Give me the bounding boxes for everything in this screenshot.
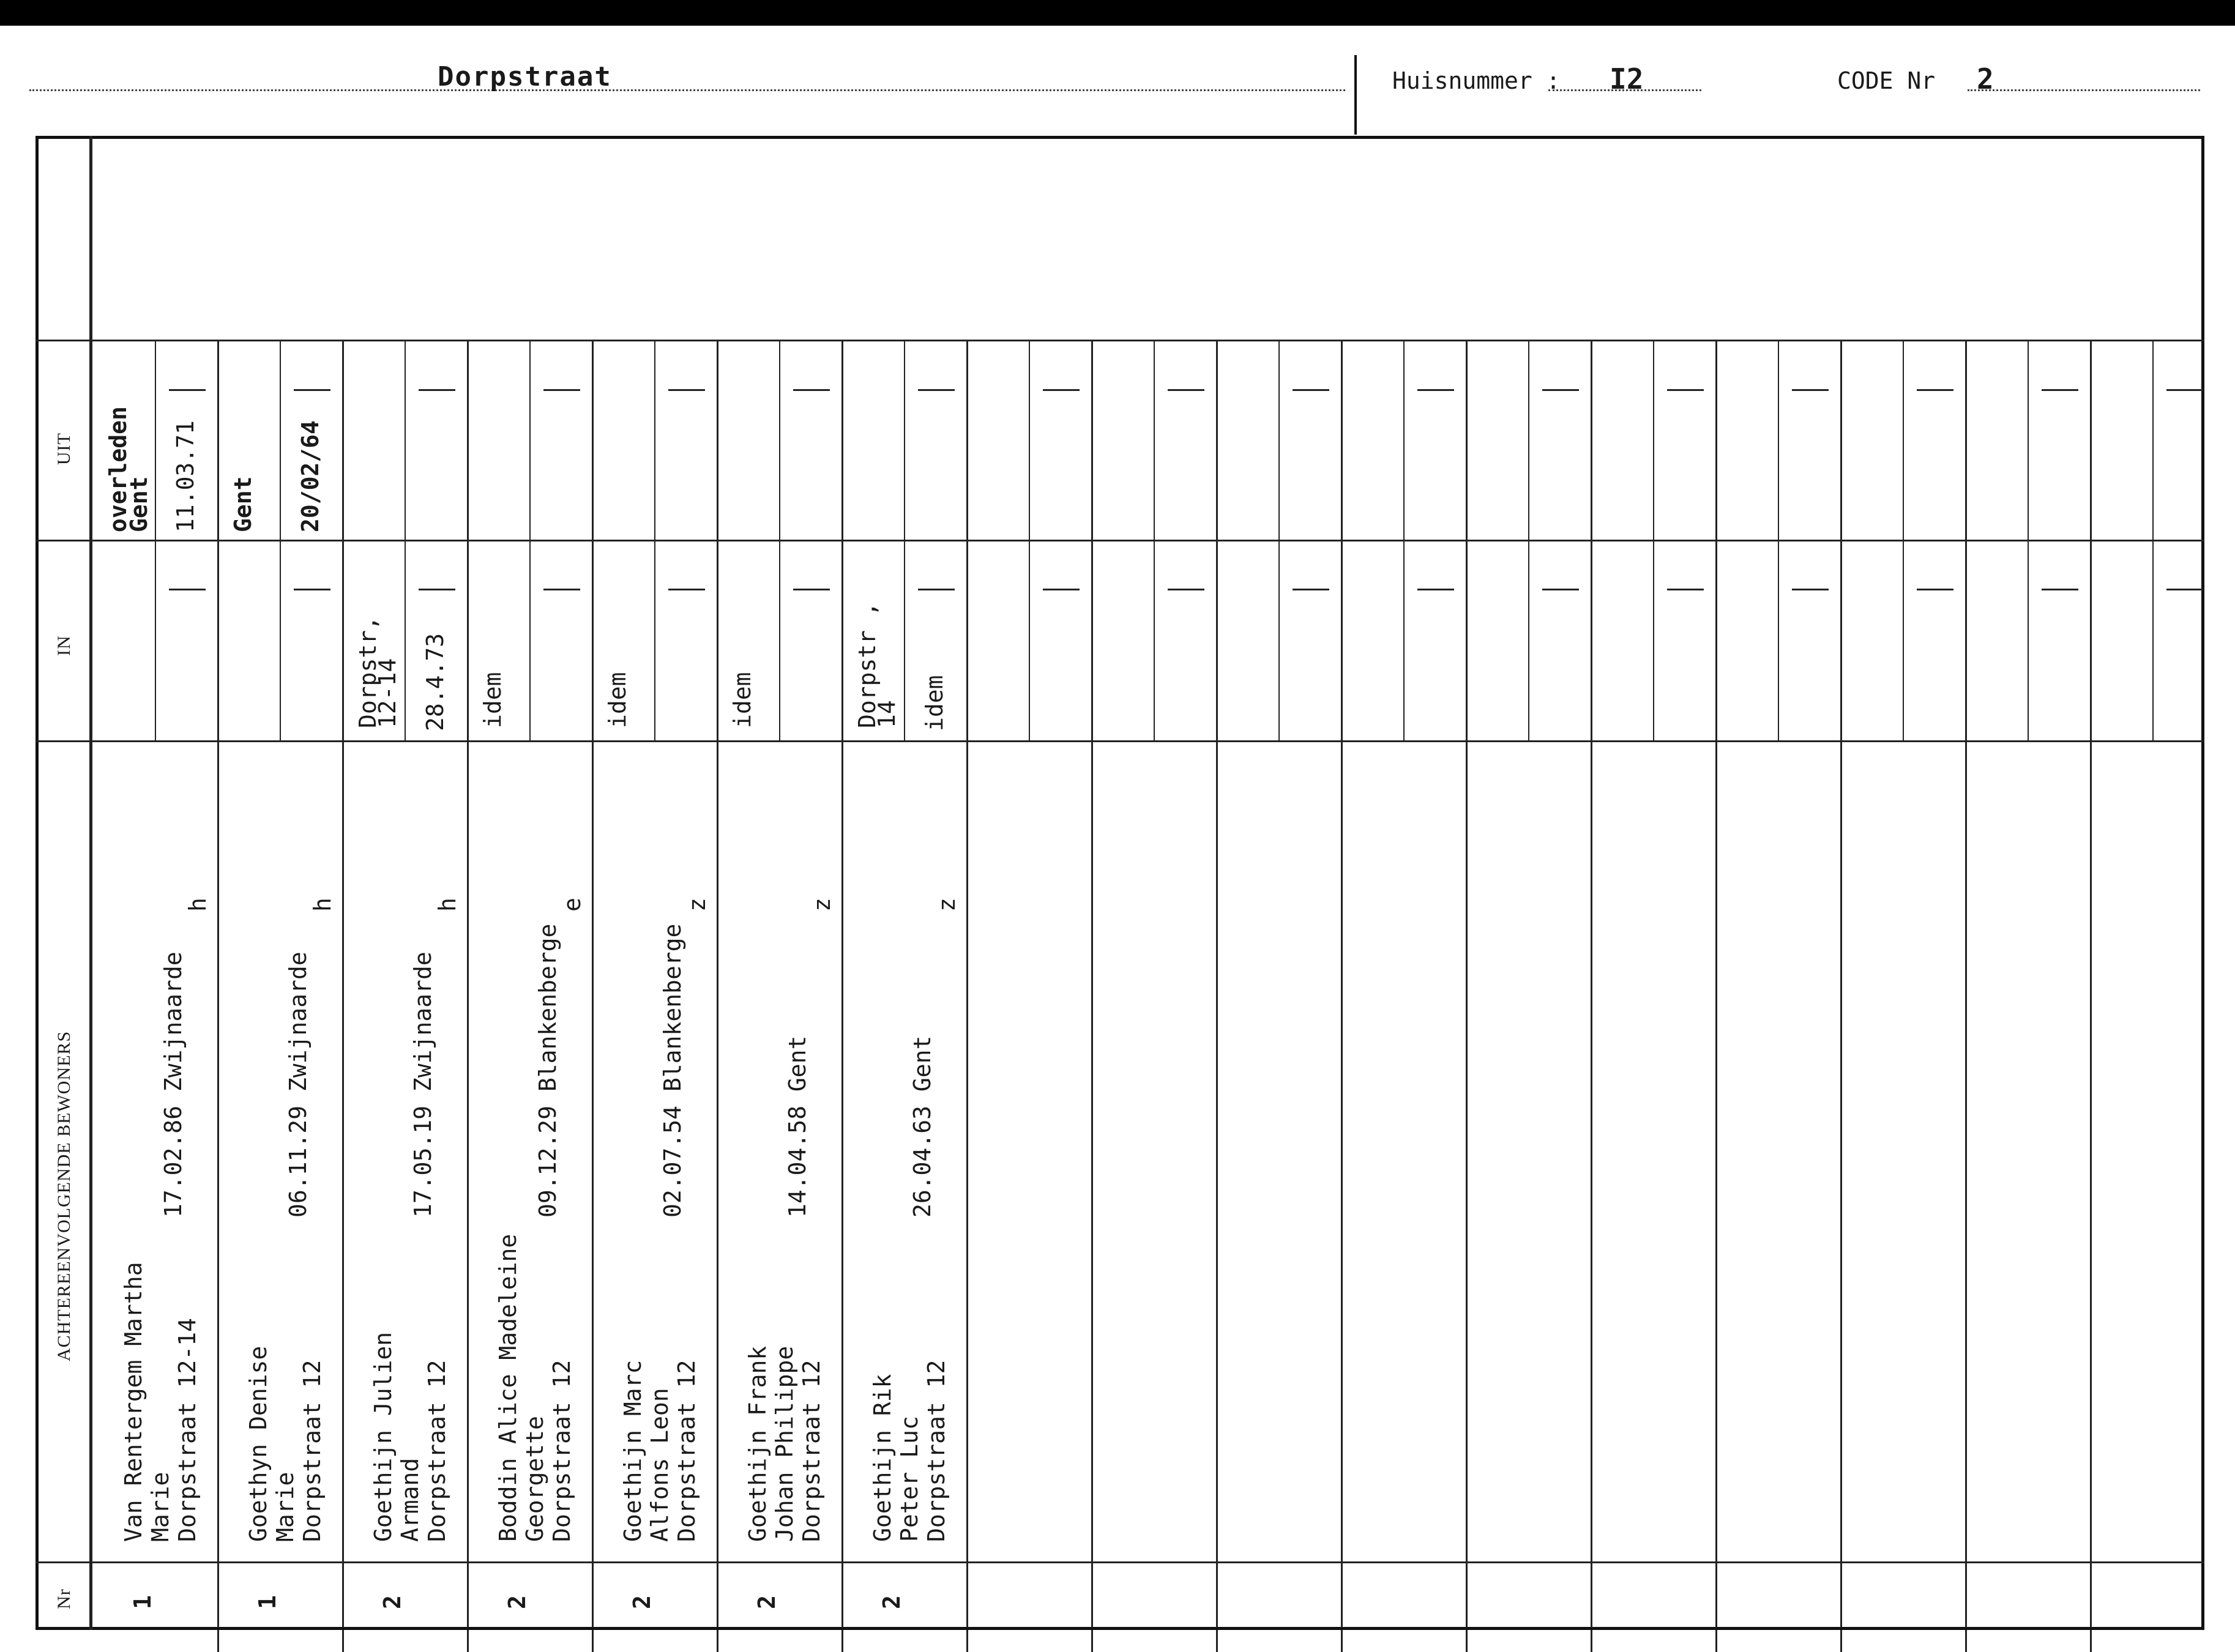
empty-dash [1667, 389, 1704, 391]
row-divider [592, 340, 594, 1628]
entry-name-line: Van Rentergem Martha [120, 1262, 147, 1542]
bewoners-column-label: ACHTEREENVOLGENDE BEWONERS [54, 1030, 74, 1361]
empty-dash [2166, 589, 2203, 590]
divider-nr-top [35, 1561, 2204, 1563]
half-row-divider [1154, 340, 1155, 740]
entry-name-line: Dorpstraat 12-14 [174, 1317, 201, 1542]
entry-number: 2 [753, 1595, 780, 1609]
bottom-tick [467, 1630, 469, 1652]
entry-name-line: Marie [147, 1472, 174, 1542]
entry-marker: z [808, 898, 835, 912]
in-column-label: IN [54, 635, 74, 656]
row-divider [1591, 340, 1592, 1628]
entry-in-text: 28.4.73 [422, 633, 449, 731]
entry-in-text: Dorpstr, [354, 616, 381, 728]
street-name: Dorpstraat [438, 61, 612, 92]
empty-dash [668, 589, 705, 590]
half-row-divider [155, 340, 156, 740]
entry-birth-date-place: 09.12.29 Blankenberge [534, 923, 561, 1218]
code-value: 2 [1977, 62, 1994, 95]
half-row-divider [1653, 340, 1654, 740]
half-row-divider [280, 340, 281, 740]
code-dotted-line [1968, 89, 2200, 91]
empty-dash [294, 589, 330, 590]
row-divider [1840, 340, 1842, 1628]
divider-in-top [35, 540, 2204, 541]
huisnummer-label: Huisnummer : [1392, 67, 1561, 94]
entry-name-line: Goethijn Rik [869, 1374, 896, 1542]
divider-bewoners-top [35, 740, 2204, 742]
bottom-tick [1341, 1630, 1343, 1652]
empty-dash [918, 589, 955, 590]
entry-birth-date-place: 02.07.54 Blankenberge [659, 923, 686, 1218]
empty-dash [419, 589, 455, 590]
entry-birth-date-place: 06.11.29 Zwijnaarde [285, 951, 312, 1218]
empty-dash [294, 389, 330, 391]
empty-dash [169, 589, 206, 590]
half-row-divider [2028, 340, 2029, 740]
row-divider [1341, 340, 1343, 1628]
half-row-divider [654, 340, 655, 740]
entry-number: 2 [629, 1595, 655, 1609]
entry-in-text: 14 [873, 700, 900, 728]
bottom-tick [1091, 1630, 1093, 1652]
half-row-divider [405, 340, 406, 740]
bottom-tick [342, 1630, 344, 1652]
entry-marker: z [684, 898, 711, 912]
header-separator [1354, 55, 1357, 135]
bottom-tick [1840, 1630, 1842, 1652]
empty-dash [1043, 589, 1080, 590]
entry-in-text: idem [479, 672, 506, 728]
huisnummer-value: I2 [1610, 62, 1644, 95]
bottom-tick [1715, 1630, 1717, 1652]
empty-dash [1168, 589, 1204, 590]
half-row-divider [529, 340, 531, 740]
divider-uit-top [35, 340, 2204, 341]
entry-name-line: Goethyn Denise [245, 1345, 272, 1542]
street-dotted-line [29, 89, 1345, 91]
row-divider [966, 340, 968, 1628]
empty-dash [1542, 589, 1579, 590]
bottom-tick [1216, 1630, 1218, 1652]
bottom-tick [717, 1630, 718, 1652]
entry-number: 1 [129, 1595, 156, 1609]
empty-dash [793, 389, 830, 391]
row-divider [1965, 340, 1967, 1628]
empty-dash [1917, 389, 1953, 391]
empty-dash [1792, 589, 1829, 590]
entry-name-line: Georgette [521, 1416, 548, 1542]
entry-name-line: Goethijn Julien [370, 1331, 397, 1542]
label-column-divider [89, 136, 92, 1630]
entry-in-text: 12-14 [374, 658, 401, 728]
scan-top-border [0, 0, 2235, 26]
half-row-divider [779, 340, 780, 740]
entry-marker: e [559, 898, 586, 912]
row-divider [217, 340, 219, 1628]
empty-dash [1542, 389, 1579, 391]
entry-uit-text: Gent [125, 476, 152, 532]
half-row-divider [1029, 340, 1030, 740]
entry-uit-text: 20/02/64 [297, 420, 324, 532]
entry-in-text: idem [604, 672, 631, 728]
entry-marker: h [184, 898, 211, 912]
entry-marker: h [434, 898, 461, 912]
empty-dash [419, 389, 455, 391]
row-divider [841, 340, 843, 1628]
entry-in-text: idem [729, 672, 756, 728]
empty-dash [1417, 389, 1454, 391]
entry-name-line: Dorpstraat 12 [423, 1360, 450, 1542]
code-label: CODE Nr [1837, 67, 1936, 94]
row-divider [1466, 340, 1468, 1628]
row-divider [1091, 340, 1093, 1628]
entry-name-line: Johan Philippe [771, 1345, 798, 1542]
entry-in-text: idem [921, 675, 948, 731]
bottom-tick [217, 1630, 219, 1652]
empty-dash [1043, 389, 1080, 391]
empty-dash [2042, 589, 2078, 590]
entry-name-line: Alfons Leon [646, 1388, 673, 1542]
nr-column-label: Nr [54, 1588, 74, 1609]
half-row-divider [2152, 340, 2154, 740]
entry-birth-date-place: 17.02.86 Zwijnaarde [160, 951, 187, 1218]
empty-dash [2042, 389, 2078, 391]
empty-dash [918, 389, 955, 391]
bottom-tick [1965, 1630, 1967, 1652]
empty-dash [668, 389, 705, 391]
entry-in-text: Dorpstr , [854, 602, 881, 728]
entry-birth-date-place: 26.04.63 Gent [909, 1035, 936, 1218]
entry-name-line: Dorpstraat 12 [798, 1360, 825, 1542]
row-divider [1715, 340, 1717, 1628]
bottom-tick [1591, 1630, 1592, 1652]
row-divider [467, 340, 469, 1628]
empty-dash [543, 389, 580, 391]
half-row-divider [1403, 340, 1405, 740]
entry-marker: z [933, 898, 960, 912]
entry-number: 2 [379, 1595, 406, 1609]
bottom-tick [1466, 1630, 1468, 1652]
empty-dash [793, 589, 830, 590]
empty-dash [1293, 589, 1329, 590]
entry-name-line: Armand [397, 1457, 423, 1542]
entry-marker: h [309, 898, 336, 912]
row-divider [1216, 340, 1218, 1628]
entry-birth-date-place: 17.05.19 Zwijnaarde [409, 951, 436, 1218]
entry-name-line: Dorpstraat 12 [548, 1360, 575, 1542]
bottom-tick [841, 1630, 843, 1652]
empty-dash [169, 389, 206, 391]
bottom-tick [592, 1630, 594, 1652]
row-divider [717, 340, 718, 1628]
empty-dash [1792, 389, 1829, 391]
entry-number: 2 [878, 1595, 905, 1609]
bottom-tick [2090, 1630, 2092, 1652]
entry-name-line: Dorpstraat 12 [673, 1360, 700, 1542]
empty-dash [1417, 589, 1454, 590]
entry-name-line: Goethijn Frank [744, 1345, 771, 1542]
entry-number: 1 [254, 1595, 281, 1609]
row-divider [342, 340, 344, 1628]
empty-dash [1168, 389, 1204, 391]
entry-uit-text: Gent [229, 476, 256, 532]
uit-column-label: UIT [54, 433, 74, 465]
entry-name-line: Marie [272, 1472, 299, 1542]
empty-dash [2166, 389, 2203, 391]
row-divider [2090, 340, 2092, 1628]
half-row-divider [1778, 340, 1779, 740]
entry-name-line: Boddin Alice Madeleine [494, 1233, 521, 1542]
entry-birth-date-place: 14.04.58 Gent [784, 1035, 811, 1218]
entry-name-line: Dorpstraat 12 [299, 1360, 326, 1542]
half-row-divider [1278, 340, 1280, 740]
entry-name-line: Dorpstraat 12 [923, 1360, 950, 1542]
entry-uit-text: 11.03.71 [172, 420, 199, 532]
empty-dash [1917, 589, 1953, 590]
entry-number: 2 [504, 1595, 531, 1609]
entry-name-line: Peter Luc [896, 1416, 923, 1542]
half-row-divider [1528, 340, 1529, 740]
bottom-tick [966, 1630, 968, 1652]
entry-uit-text: overleden [105, 406, 132, 532]
empty-dash [1667, 589, 1704, 590]
register-form-frame [35, 136, 2204, 1630]
half-row-divider [1903, 340, 1904, 740]
half-row-divider [904, 340, 905, 740]
entry-name-line: Goethijn Marc [619, 1360, 646, 1542]
empty-dash [543, 589, 580, 590]
empty-dash [1293, 389, 1329, 391]
